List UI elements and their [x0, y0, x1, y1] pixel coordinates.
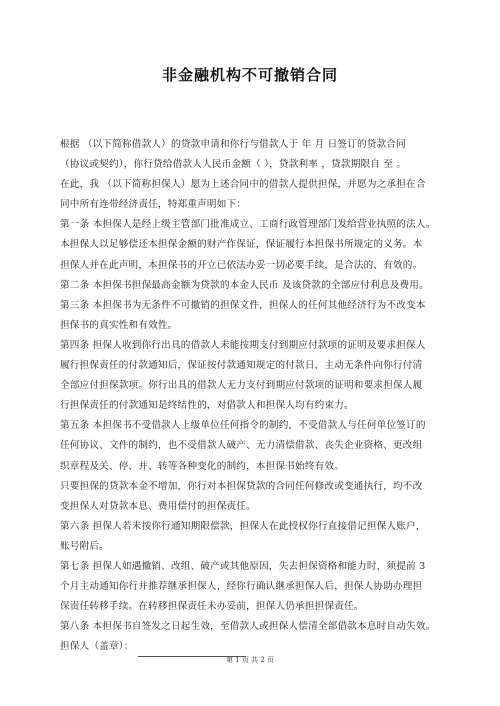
- body-line: （协议或契约），你行贷给借款人人民币金额（ ），贷款利率 ，贷款期限自 至 。: [60, 159, 407, 171]
- body-line: 第八条 本担保书自签发之日起生效，至借款人或担保人偿清全部借款本息时自动失效。: [60, 621, 436, 633]
- body-line: 在此，我 （以下简称担保人）愿为上述合同中的借款人提供担保，并愿为之承担在合: [60, 179, 426, 191]
- body-line: 第二条 本担保书担保最高金额为贷款的本金人民币 及该贷款的全部应付利息及费用。: [60, 279, 429, 291]
- body-line: 账号附后。: [60, 540, 109, 552]
- body-line: 个月主动通知你行并推荐继承担保人，经你行确认继承担保人后，担保人协助办理担: [60, 581, 423, 593]
- body-line: 全部应付担保款项。你行出具的借款人无力支付到期应付款项的证明和要求担保人履: [60, 380, 423, 392]
- body-line: 第三条 本担保书为无条件不可撤销的担保文件，担保人的任何其他经济行为不改变本: [60, 299, 426, 311]
- body-line: 织章程及关、停、并、转等各种变化的制约，本担保书始终有效。: [60, 460, 345, 472]
- body-line: 第四条 担保人收到你行出具的借款人未能按期支付到期应付款项的证明及要求担保人: [60, 339, 426, 351]
- body-line: 变担保人对贷款本息、费用偿付的担保责任。: [60, 500, 256, 512]
- body-line: 只要担保的贷款本金不增加，你行对本担保贷款的合同任何修改或变通执行，均不改: [60, 480, 423, 492]
- body-line: 第五条 本担保书不受借款人上级单位任何指令的制约，不受借款人与任何单位签订的: [60, 420, 426, 432]
- body-line: 行担保责任的付款通知是终结性的，对借款人和担保人均有约束力。: [60, 400, 354, 412]
- body-line: 第一条 本担保人是经上级主管部门批准成立、工商行政管理部门发给营业执照的法人。: [60, 219, 436, 231]
- body-line: 根据 （以下简称借款人）的贷款申请和你行与借款人于 年 月 日签订的贷款合同: [60, 139, 406, 150]
- body-line: 履行担保责任的付款通知后，保证按付款通知规定的付款日，主动无条件向你行付清: [60, 360, 423, 372]
- body-line: 保责任转移手续。在转移担保责任未办妥前，担保人仍承担担保责任。: [60, 601, 364, 613]
- body-line: 担保人并在此声明，本担保书的开立已依法办妥一切必要手续，是合法的、有效的。: [60, 259, 423, 271]
- body-line: 任何协议、文件的制约，也不受借款人破产、无力清偿借款、丧失企业资格、更改组: [60, 440, 423, 452]
- body-line: 本担保人以足够偿还本担保金额的财产作保证，保证履行本担保书所规定的义务。本: [60, 239, 423, 251]
- body-line: 担保书的真实性和有效性。: [60, 319, 178, 331]
- signature-label: 担保人（盖章）：: [60, 641, 134, 653]
- body-line: 第七条 担保人如遇撤销、改组、破产或其他原因，失去担保资格和能力时，须提前 3: [60, 560, 426, 572]
- body-line: 第六条 担保人若未按你行通知期限偿款，担保人在此授权你行直接借记担保人账户，: [60, 520, 426, 532]
- page-number: 第 1 页 共 2 页: [225, 656, 275, 664]
- body-line: 同中所有连带经济责任，特郑重声明如下：: [60, 199, 247, 211]
- document-body: [60, 135, 452, 657]
- document-title: 非金融机构不可撤销合同: [161, 66, 338, 84]
